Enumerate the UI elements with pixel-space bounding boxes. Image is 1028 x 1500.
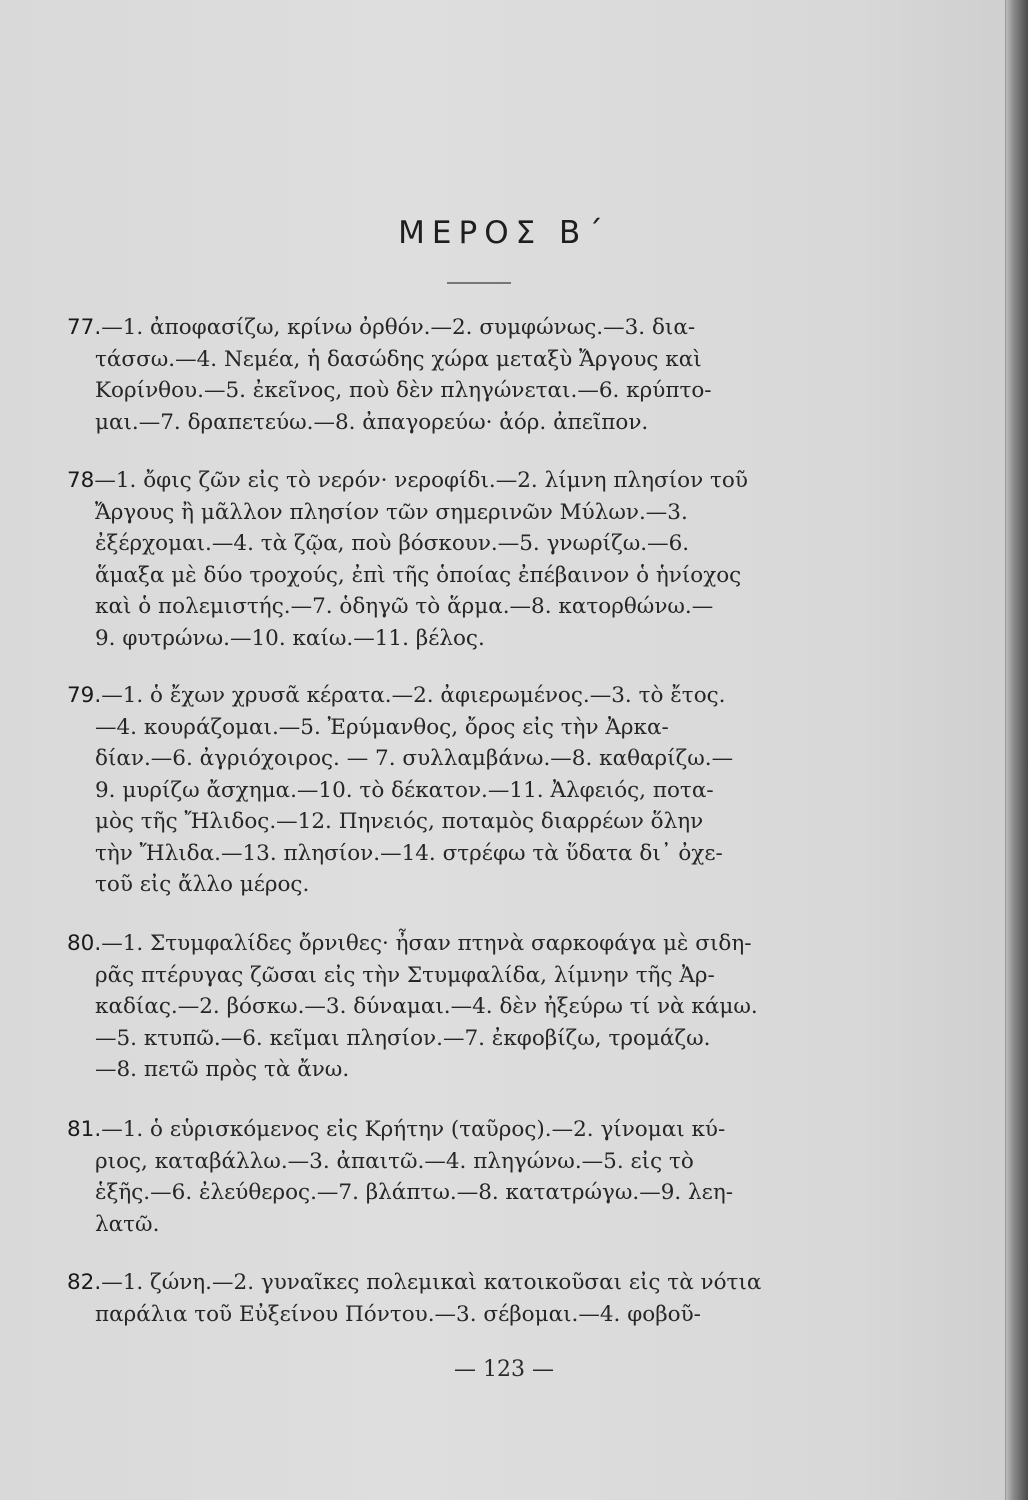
entry-line: καδίας.—2. βόσκω.—3. δύναμαι.—4. δὲν ἠξεύρω τί νὰ κάμω. bbox=[95, 994, 758, 1019]
entry-line: —4. κουράζομαι.—5. Ἐρύμανθος, ὄρος εἰς τὴν Ἀρκα- bbox=[95, 714, 669, 740]
entry-number: 81. bbox=[67, 1117, 102, 1142]
book-spine-edge bbox=[1006, 0, 1028, 1500]
entry-text: —1. ὄφις ζῶν εἰς τὸ νερόν· νεροφίδι.—2. λίμνη πλησίον τοῦ bbox=[94, 468, 748, 493]
entry-number: 80. bbox=[67, 931, 102, 956]
entry-number: 82. bbox=[67, 1270, 102, 1295]
entry-text: —1. ὁ ἔχων χρυσᾶ κέρατα.—2. ἀφιερωμένος.—3. τὸ ἔτος. bbox=[101, 683, 726, 708]
entry-line: μὸς τῆς Ἤλιδος.—12. Πηνειός, ποταμὸς διαρρέων ὅλην bbox=[95, 809, 704, 834]
entry-82 bbox=[67, 1267, 851, 1330]
entry-line bbox=[67, 680, 851, 712]
entry-line: ἑξῆς.—6. ἐλεύθερος.—7. βλάπτω.—8. κατατρώγω.—9. λεη- bbox=[95, 1180, 733, 1205]
entry-text: —1. ἀποφασίζω, κρίνω ὀρθόν.—2. συμφώνως.—3. δια- bbox=[101, 315, 696, 340]
entry-line: Ἄργους ἢ μᾶλλον πλησίον τῶν σημερινῶν Μύλων.—3. bbox=[95, 499, 688, 525]
entry-80 bbox=[67, 928, 851, 1086]
entry-line: τὴν Ἤλιδα.—13. πλησίον.—14. στρέφω τὰ ὕδατα δι᾿ ὀχε- bbox=[95, 840, 723, 866]
entry-line: ἐξέρχομαι.—4. τὰ ζῷα, ποὺ βόσκουν.—5. γνωρίζω.—6. bbox=[95, 531, 690, 556]
entry-line bbox=[67, 312, 851, 344]
entry-line: ἅμαξα μὲ δύο τροχούς, ἐπὶ τῆς ὁποίας ἐπέβαινον ὁ ἡνίοχος bbox=[95, 562, 742, 588]
entry-number: 78 bbox=[67, 468, 95, 493]
section-heading: ΜΕΡΟΣ Β΄ bbox=[398, 215, 610, 251]
entry-line: τάσσω.—4. Νεμέα, ἡ δασώδης χώρα μεταξὺ Ἄργους καὶ bbox=[95, 346, 702, 372]
entry-line: ρᾶς πτέρυγας ζῶσαι εἰς τὴν Στυμφαλίδα, λίμνην τῆς Ἀρ- bbox=[95, 962, 715, 988]
entry-line: ριος, καταβάλλω.—3. ἀπαιτῶ.—4. πληγώνω.—5. εἰς τὸ bbox=[95, 1148, 694, 1174]
entry-number: 77. bbox=[67, 315, 102, 340]
entry-line: καὶ ὁ πολεμιστής.—7. ὁδηγῶ τὸ ἅρμα.—8. κατορθώνω.— bbox=[95, 594, 714, 619]
entry-line bbox=[67, 1267, 851, 1299]
entry-number: 79. bbox=[67, 683, 102, 708]
entry-line: μαι.—7. δραπετεύω.—8. ἀπαγορεύω· ἀόρ. ἀπεῖπον. bbox=[95, 409, 649, 435]
entry-line bbox=[67, 928, 851, 960]
entry-line: —5. κτυπῶ.—6. κεῖμαι πλησίον.—7. ἐκφοβίζω, τρομάζω. bbox=[95, 1025, 711, 1051]
entry-line bbox=[67, 1114, 851, 1146]
entry-81 bbox=[67, 1114, 851, 1240]
entry-text: —1. ζώνη.—2. γυναῖκες πολεμικαὶ κατοικοῦσαι εἰς τὰ νότια bbox=[101, 1270, 762, 1295]
entry-78 bbox=[67, 465, 851, 654]
entry-text: —1. ὁ εὑρισκόμενος εἰς Κρήτην (ταῦρος).—2. γίνομαι κύ- bbox=[101, 1117, 726, 1142]
heading-divider bbox=[447, 282, 511, 284]
entry-line: —8. πετῶ πρὸς τὰ ἄνω. bbox=[95, 1057, 350, 1082]
entry-line bbox=[67, 465, 851, 497]
entry-line: Κορίνθου.—5. ἐκεῖνος, ποὺ δὲν πληγώνεται.—6. κρύπτο- bbox=[95, 378, 712, 403]
page-number: — 123 — bbox=[454, 1357, 554, 1382]
entry-line: τοῦ εἰς ἄλλο μέρος. bbox=[95, 872, 310, 897]
entry-line: λατῶ. bbox=[95, 1211, 160, 1237]
entry-line: δίαν.—6. ἀγριόχοιρος. — 7. συλλαμβάνω.—8. καθαρίζω.— bbox=[95, 746, 734, 771]
entry-77 bbox=[67, 312, 851, 438]
entry-line: 9. μυρίζω ἄσχημα.—10. τὸ δέκατον.—11. Ἀλφειός, ποτα- bbox=[95, 777, 714, 803]
entry-text: —1. Στυμφαλίδες ὄρνιθες· ἦσαν πτηνὰ σαρκοφάγα μὲ σιδη- bbox=[101, 931, 752, 956]
entry-line: 9. φυτρώνω.—10. καίω.—11. βέλος. bbox=[95, 625, 485, 651]
entry-79 bbox=[67, 680, 851, 901]
entry-line: παράλια τοῦ Εὐξείνου Πόντου.—3. σέβομαι.—4. φοβοῦ- bbox=[95, 1301, 701, 1327]
